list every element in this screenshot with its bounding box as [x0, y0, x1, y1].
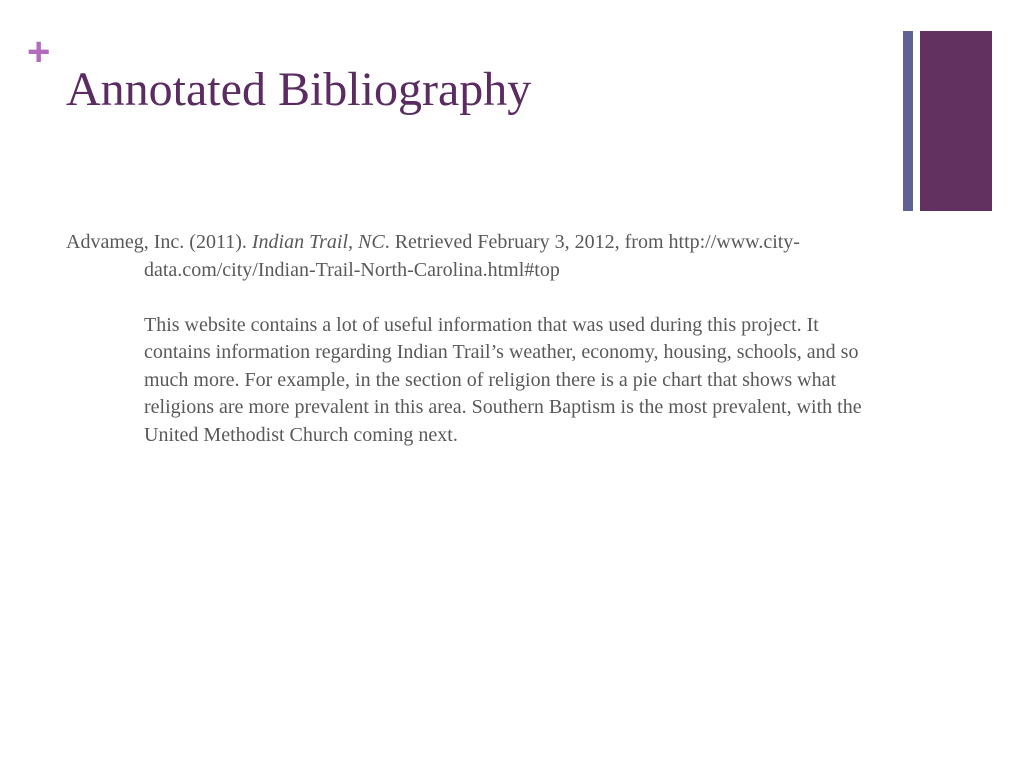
plus-icon: +: [27, 30, 51, 74]
decorative-bar-thick: [920, 31, 992, 211]
slide-title: Annotated Bibliography: [66, 63, 532, 116]
annotation-text: This website contains a lot of useful information that was used during this project. It contains information regarding Indian Trail’s weather, economy, housing, schools, and so much more. For example, in the section of religion there is a pie chart that shows what religions are more prevalent in this area. Southern Baptism is the most prevalent, with the United Methodist Church coming next.: [144, 313, 862, 446]
citation-source-title: Indian Trail, NC: [251, 231, 385, 253]
bibliography-entry: [66, 229, 866, 449]
citation-retrieved: . Retrieved February 3, 2012, from http://www.city-data.com/city/Indian-Trail-North-Carolina.html#top: [144, 231, 800, 281]
citation-author-year: Advameg, Inc. (2011).: [66, 231, 252, 253]
decorative-bar-thin: [903, 31, 913, 211]
citation: [66, 229, 866, 284]
